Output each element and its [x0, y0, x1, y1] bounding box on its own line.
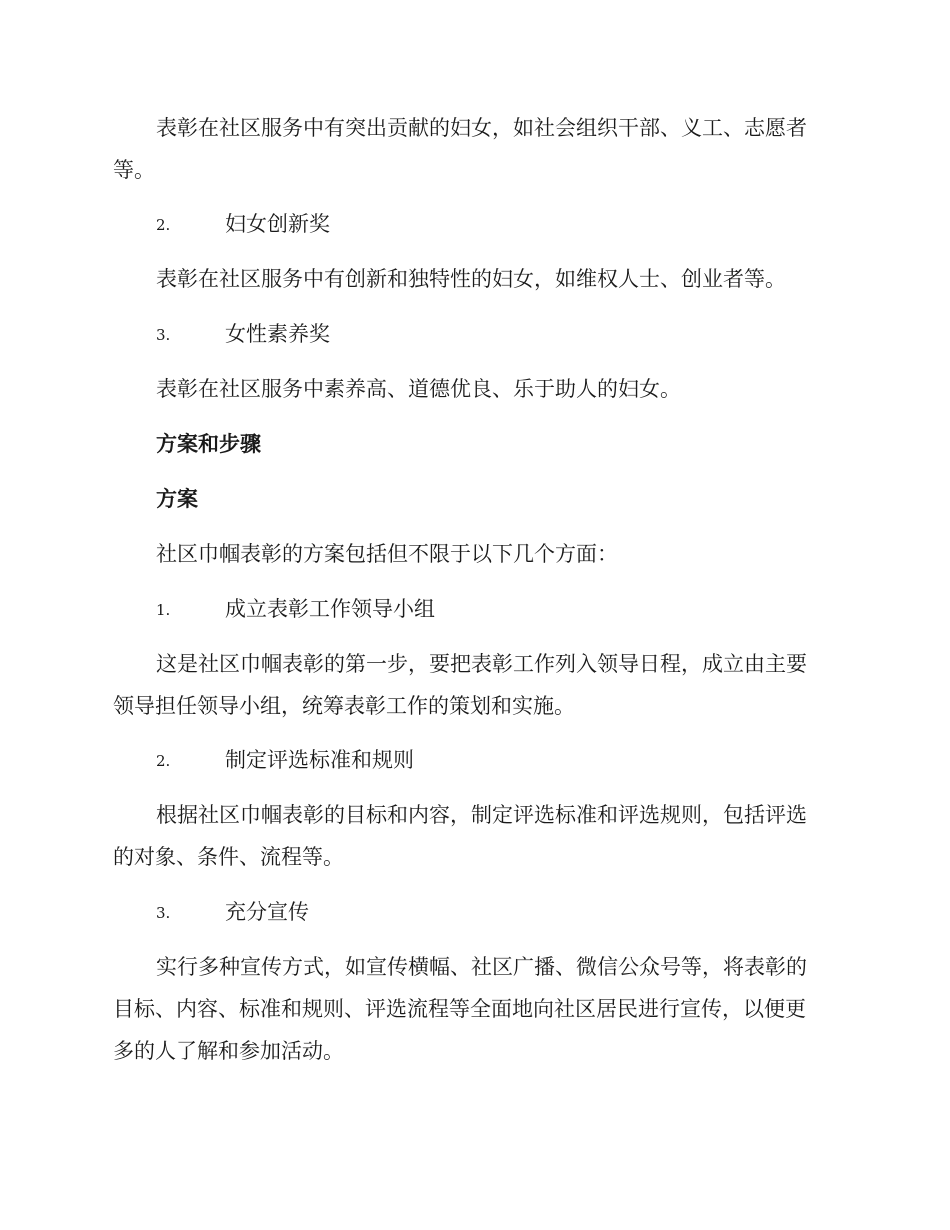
subsection-heading: 方案 [156, 487, 198, 511]
plan-item-2-line-1: 根据社区巾帼表彰的目标和内容，制定评选标准和评选规则，包括评选 [156, 803, 807, 827]
plan-item-1-line-2: 领导担任领导小组，统筹表彰工作的策划和实施。 [113, 694, 575, 718]
plan-item-1-line-1: 这是社区巾帼表彰的第一步，要把表彰工作列入领导日程，成立由主要 [156, 652, 807, 676]
section-heading: 方案和步骤 [156, 432, 261, 456]
plan-item-3-number: 3. [156, 904, 171, 922]
plan-item-3-line-3: 多的人了解和参加活动。 [113, 1039, 344, 1063]
intro-paragraph-line-2: 等。 [113, 158, 155, 182]
award-3-description: 表彰在社区服务中素养高、道德优良、乐于助人的妇女。 [156, 377, 681, 401]
award-2-title: 妇女创新奖 [225, 212, 330, 236]
plan-item-3-line-1: 实行多种宣传方式，如宣传横幅、社区广播、微信公众号等，将表彰的 [156, 955, 807, 979]
plan-item-3-line-2: 目标、内容、标准和规则、评选流程等全面地向社区居民进行宣传，以便更 [113, 997, 806, 1021]
plan-item-2-line-2: 的对象、条件、流程等。 [113, 845, 344, 869]
award-3-number: 3. [156, 326, 171, 344]
plan-intro: 社区巾帼表彰的方案包括但不限于以下几个方面： [156, 542, 618, 566]
award-2-number: 2. [156, 216, 171, 234]
intro-paragraph-line-1: 表彰在社区服务中有突出贡献的妇女，如社会组织干部、义工、志愿者 [156, 116, 807, 140]
plan-item-2-title: 制定评选标准和规则 [225, 748, 414, 772]
plan-item-1-number: 1. [156, 601, 171, 619]
plan-item-1-title: 成立表彰工作领导小组 [225, 597, 435, 621]
plan-item-2-number: 2. [156, 752, 171, 770]
plan-item-3-title: 充分宣传 [225, 900, 309, 924]
award-3-title: 女性素养奖 [225, 322, 330, 346]
award-2-description: 表彰在社区服务中有创新和独特性的妇女，如维权人士、创业者等。 [156, 267, 786, 291]
